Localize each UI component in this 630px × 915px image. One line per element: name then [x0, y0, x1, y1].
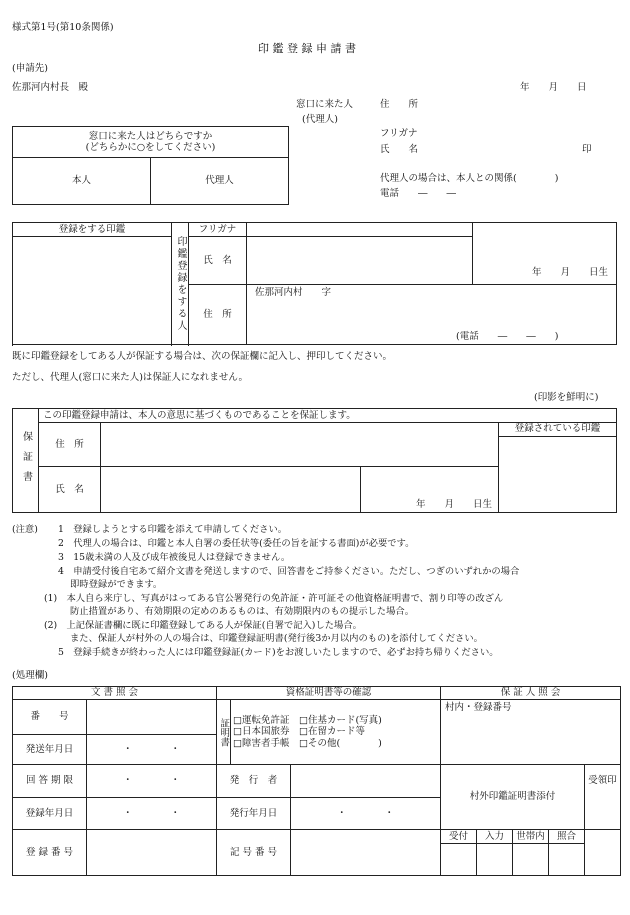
- note-item: (1) 本人自ら来庁し、写真がはってある官公署発行の免許証・許可証その他資格証明書で、割り印等の改ざん: [44, 593, 504, 604]
- registrant-phone[interactable]: (電話 ― ― ): [456, 331, 559, 342]
- register-number-input[interactable]: [87, 830, 217, 876]
- visitor-box: [12, 126, 289, 205]
- processing-table: [12, 686, 621, 876]
- reception-label: 受付: [441, 830, 477, 844]
- guarantor-name-input[interactable]: [101, 467, 361, 513]
- doc-check-header: 文 書 照 会: [13, 687, 217, 700]
- send-date-label: 発送年月日: [13, 735, 87, 765]
- guarantor-address-label: 住 所: [39, 423, 101, 467]
- guarantee-intro-line2: ただし、代理人(窓口に来た人)は保証人になれません。: [12, 372, 248, 383]
- registrant-furigana-label: フリガナ: [189, 223, 247, 237]
- visitor-furigana-label: フリガナ: [380, 128, 418, 139]
- note-item: 防止措置があり、有効期限の定めのあるものは、有効期限内のもの提示した場合。: [70, 606, 414, 617]
- cert-option-row[interactable]: □日本国旅券 □在留カード等: [233, 726, 365, 738]
- number-input[interactable]: [87, 700, 217, 735]
- note-item: 4 申請受付後自宅あて紹介文書を発送しますので、回答書をご持参ください。ただし、つぎのいずれかの場合: [58, 566, 520, 577]
- visitor-question-text: 窓口に来た人はどちらですか: [88, 130, 213, 142]
- issue-date-input[interactable]: ・ ・: [291, 798, 441, 830]
- seal-header: 登録をする印鑑: [13, 223, 172, 237]
- household-stamp[interactable]: [513, 844, 549, 876]
- registrant-table: [12, 222, 617, 345]
- registrant-address-prefix: 佐那河内村 字: [255, 287, 332, 298]
- village-reg-number-label: 村内・登録番号: [445, 702, 512, 713]
- addressee: 佐那河内村長 殿: [12, 82, 89, 93]
- note-item: 3 15歳未満の人及び成年被後見人は登録できません。: [58, 552, 291, 563]
- visitor-instruction-text: (どちらかに○をしてください): [85, 142, 216, 153]
- processing-label: (処理欄): [12, 670, 48, 681]
- visitor-name-label: 氏 名: [380, 144, 419, 155]
- guarantee-table: [12, 408, 617, 513]
- note-item: 1 登録しようとする印鑑を添えて申請してください。: [58, 524, 288, 535]
- guarantor-name-label: 氏 名: [39, 467, 101, 513]
- number-label: 番 号: [13, 700, 87, 735]
- note-item: また、保証人が村外の人の場合は、印鑑登録証明書(発行後3か月以内のもの)を添付してください。: [70, 633, 483, 644]
- registered-seal-header: 登録されている印鑑: [499, 423, 616, 437]
- outside-cert-label: 村外印鑑証明書添付: [441, 765, 585, 830]
- visitor-address-label: 住 所: [380, 99, 419, 110]
- application-date[interactable]: 年 月 日: [520, 82, 587, 93]
- proxy-label: (代理人): [302, 114, 338, 125]
- cert-options[interactable]: [231, 700, 441, 765]
- guarantor-check-header: 保 証 人 照 会: [441, 687, 621, 700]
- registrant-birth-date[interactable]: 年 月 日生: [473, 223, 617, 285]
- reception-stamp[interactable]: [441, 844, 477, 876]
- receipt-seal-label: 受領印: [585, 765, 621, 830]
- guarantee-vertical-label: [13, 409, 39, 513]
- village-reg-number-cell[interactable]: [441, 700, 621, 765]
- note-item: 即時登録ができます。: [70, 579, 163, 590]
- imprint-note: (印影を鮮明に): [534, 392, 599, 403]
- cert-check-header: 資格証明書等の確認: [217, 687, 441, 700]
- guarantee-vertical-text: 保証書: [20, 430, 32, 491]
- registrant-address-label: 住 所: [189, 285, 247, 345]
- collation-stamp[interactable]: [549, 844, 585, 876]
- notes-label: (注意): [12, 524, 38, 535]
- register-date-label: 登録年月日: [13, 798, 87, 830]
- form-title: 印 鑑 登 録 申 請 書: [258, 42, 356, 55]
- registrant-name-input[interactable]: [247, 237, 473, 285]
- registrant-furigana-input[interactable]: [247, 223, 473, 237]
- answer-deadline-label: 回 答 期 限: [13, 765, 87, 798]
- visitor-label: 窓口に来た人: [296, 99, 354, 110]
- issuer-input[interactable]: [291, 765, 441, 798]
- issuer-label: 発 行 者: [217, 765, 291, 798]
- receipt-seal-area[interactable]: [585, 830, 621, 876]
- note-item: 5 登録手続きが終わった人には印鑑登録証(カード)をお渡しいたしますので、必ずお持ち帰りください。: [58, 647, 499, 658]
- answer-deadline-input[interactable]: ・ ・: [87, 765, 217, 798]
- cert-option-row[interactable]: □障害者手帳 □その他( ): [233, 737, 382, 749]
- household-label: 世帯内: [513, 830, 549, 844]
- seal-mark: 印: [582, 144, 592, 155]
- addressee-label: (申請先): [12, 63, 48, 74]
- issue-date-label: 発行年月日: [217, 798, 291, 830]
- registrant-address-input[interactable]: [247, 285, 617, 345]
- symbol-number-input[interactable]: [291, 830, 441, 876]
- form-number: 様式第1号(第10条関係): [12, 22, 114, 33]
- visitor-question: [13, 127, 289, 158]
- cert-vertical-text: 証明書: [218, 717, 230, 747]
- symbol-number-label: 記 号 番 号: [217, 830, 291, 876]
- visitor-phone-field[interactable]: 電話 ― ―: [380, 188, 457, 199]
- registered-seal-cell[interactable]: [499, 423, 617, 513]
- collation-label: 照合: [549, 830, 585, 844]
- register-number-label: 登 録 番 号: [13, 830, 87, 876]
- relation-field[interactable]: 代理人の場合は、本人との関係( ): [380, 173, 559, 184]
- note-item: 2 代理人の場合は、印鑑と本人自署の委任状等(委任の旨を証する書面)が必要です。: [58, 538, 415, 549]
- registrant-vertical-text: 印鑑登録をする人: [175, 235, 186, 332]
- cert-option-row[interactable]: □運転免許証 □住基カード(写真): [233, 714, 382, 726]
- seal-imprint-area[interactable]: [13, 237, 172, 345]
- registrant-name-label: 氏 名: [189, 237, 247, 285]
- note-item: (2) 上記保証書欄に既に印鑑登録してある人が保証(自署で記入)した場合。: [44, 620, 362, 631]
- send-date-input[interactable]: ・ ・: [87, 735, 217, 765]
- guarantee-intro-line1: 既に印鑑登録をしてある人が保証する場合は、次の保証欄に記入し、押印してください。: [12, 351, 393, 362]
- guarantor-address-input[interactable]: [101, 423, 499, 467]
- registrant-vertical-label: [172, 223, 189, 345]
- guarantee-statement: この印鑑登録申請は、本人の意思に基づくものであることを保証します。: [39, 409, 617, 423]
- input-label: 入力: [477, 830, 513, 844]
- register-date-input[interactable]: ・ ・: [87, 798, 217, 830]
- guarantor-birth-date[interactable]: 年 月 日生: [361, 467, 499, 513]
- option-proxy[interactable]: 代理人: [151, 158, 289, 205]
- input-stamp[interactable]: [477, 844, 513, 876]
- option-self[interactable]: 本人: [13, 158, 151, 205]
- cert-vertical-label: [217, 700, 231, 765]
